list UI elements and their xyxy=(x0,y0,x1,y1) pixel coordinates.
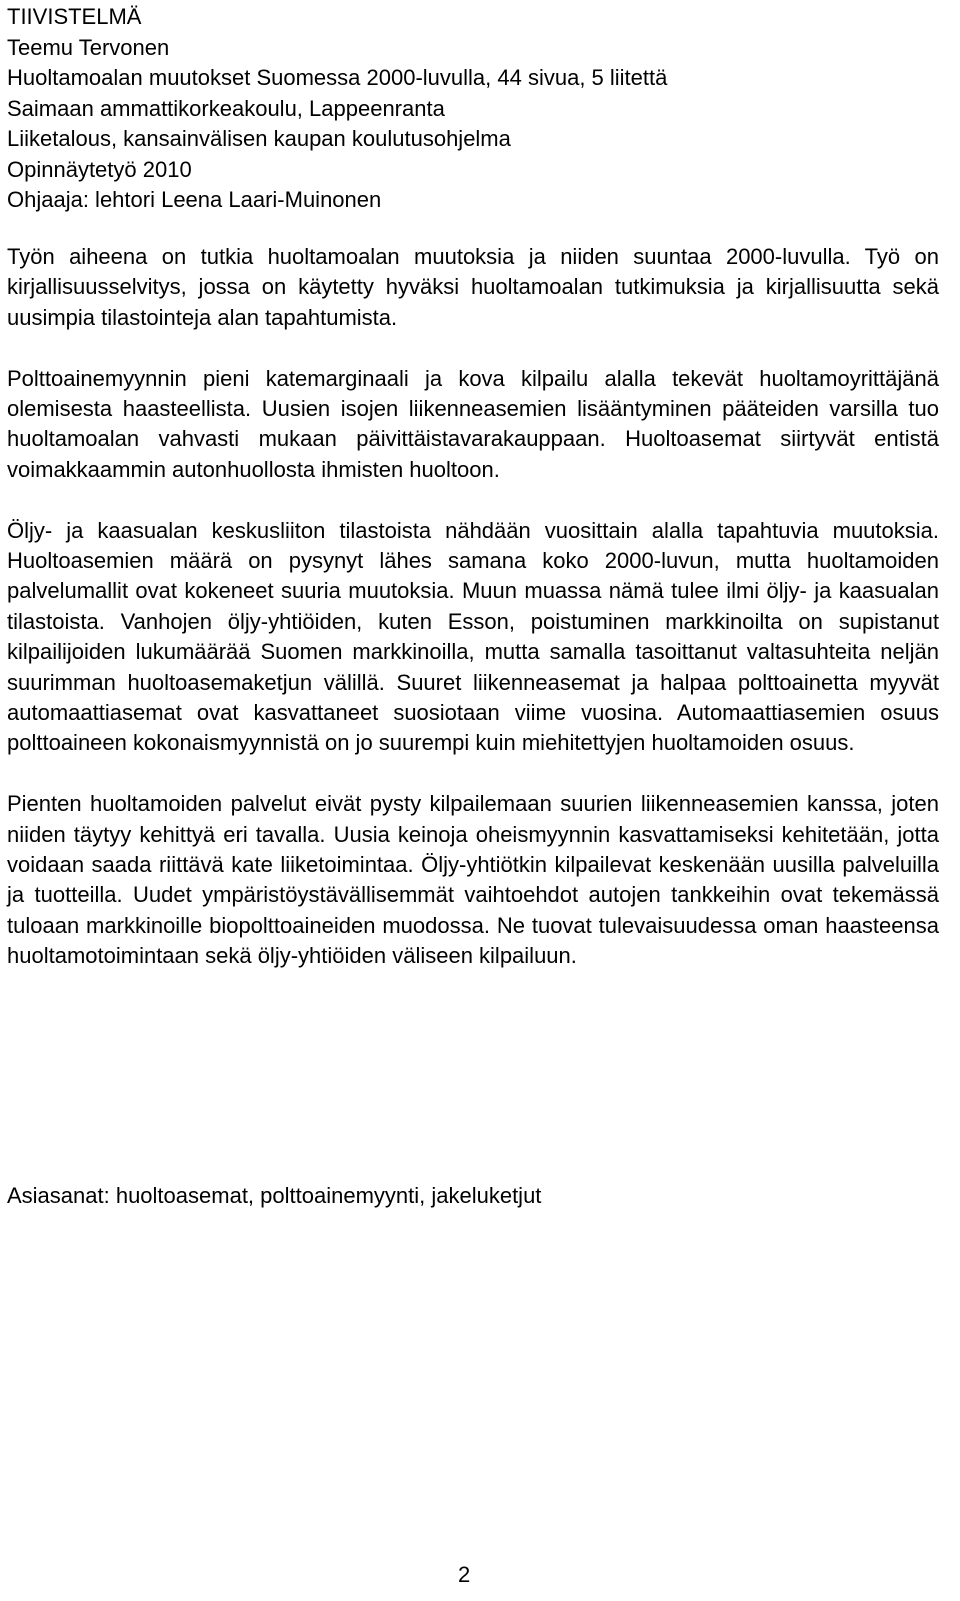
abstract-paragraph-3: Öljy- ja kaasualan keskusliiton tilastoista nähdään vuosittain alalla tapahtuvia muutoksia. Huoltoasemien määrä on pysynyt lähes samana koko 2000-luvun, mutta huoltamoiden palvelumallit ovat kokeneet suuria muutoksia. Muun muassa nämä tulee ilmi öljy- ja kaasualan tilastoista. Vanhojen öljy-yhtiöiden, kuten Esson, poistuminen markkinoilta on supistanut kilpailijoiden lukumäärää Suomen markkinoilla, mutta samalla tasoittanut valtasuhteita neljän suurimman huoltoasemaketjun välillä. Suuret liikenneasemat ja halpaa polttoainetta myyvät automaattiasemat ovat kasvattaneet suosiotaan viime vuosina. Automaattiasemien osuus polttoaineen kokonaismyynnistä on jo suurempi kuin miehitettyjen huoltamoiden osuus. xyxy=(7,517,939,756)
thesis-info: Huoltamoalan muutokset Suomessa 2000-luvulla, 44 sivua, 5 liitettä xyxy=(7,65,668,90)
abstract-body xyxy=(7,242,939,1002)
abstract-heading: TIIVISTELMÄ xyxy=(7,4,142,29)
thesis-supervisor: Ohjaaja: lehtori Leena Laari-Muinonen xyxy=(7,187,382,212)
author-name: Teemu Tervonen xyxy=(7,34,170,60)
page-number: 2 xyxy=(458,1562,471,1587)
institution-name: Saimaan ammattikorkeakoulu, Lappeenranta xyxy=(7,95,445,121)
abstract-paragraph-4: Pienten huoltamoiden palvelut eivät pysty kilpailemaan suurien liikenneasemien kanssa, joten niiden täytyy kehittyä eri tavalla. Uusia keinoja oheismyynnin kasvattamiseksi kehitetään, jotta voidaan saada riittävä kate liiketoimintaa. Öljy-yhtiötkin kilpailevat keskenään uusilla palveluilla ja tuotteilla. Uudet ympäristöystävällisemmät vaihtoehdot autojen tankkeihin ovat tekemässä tuloaan markkinoille biopolttoaineiden muodossa. Ne tuovat tulevaisuudessa oman haasteensa huoltamotoimintaan sekä öljy-yhtiöiden väliseen kilpailuun. xyxy=(7,791,939,969)
document-header xyxy=(7,2,947,216)
abstract-paragraph-1: Työn aiheena on tutkia huoltamoalan muutoksia ja niiden suuntaa 2000-luvulla. Työ on kirjallisuusselvitys, jossa on käytetty hyväksi huoltamoalan tutkimuksia ja kirjallisuutta sekä uusimpia tilastointeja alan tapahtumista. xyxy=(7,244,939,330)
degree-programme: Liiketalous, kansainvälisen kaupan koulutusohjelma xyxy=(7,126,511,151)
abstract-paragraph-2: Polttoainemyynnin pieni katemarginaali ja kova kilpailu alalla tekevät huoltamoyrittäjänä olemisesta haasteellista. Uusien isojen liikenneasemien lisääntyminen pääteiden varsilla tuo huoltamoalan vahvasti mukaan päivittäistavarakauppaan. Huoltoasemat siirtyvät entistä voimakkaammin autonhuollosta ihmisten huoltoon. xyxy=(7,365,939,482)
thesis-year: Opinnäytetyö 2010 xyxy=(7,156,192,182)
keywords-line: Asiasanat: huoltoasemat, polttoainemyynti, jakeluketjut xyxy=(7,1183,542,1208)
